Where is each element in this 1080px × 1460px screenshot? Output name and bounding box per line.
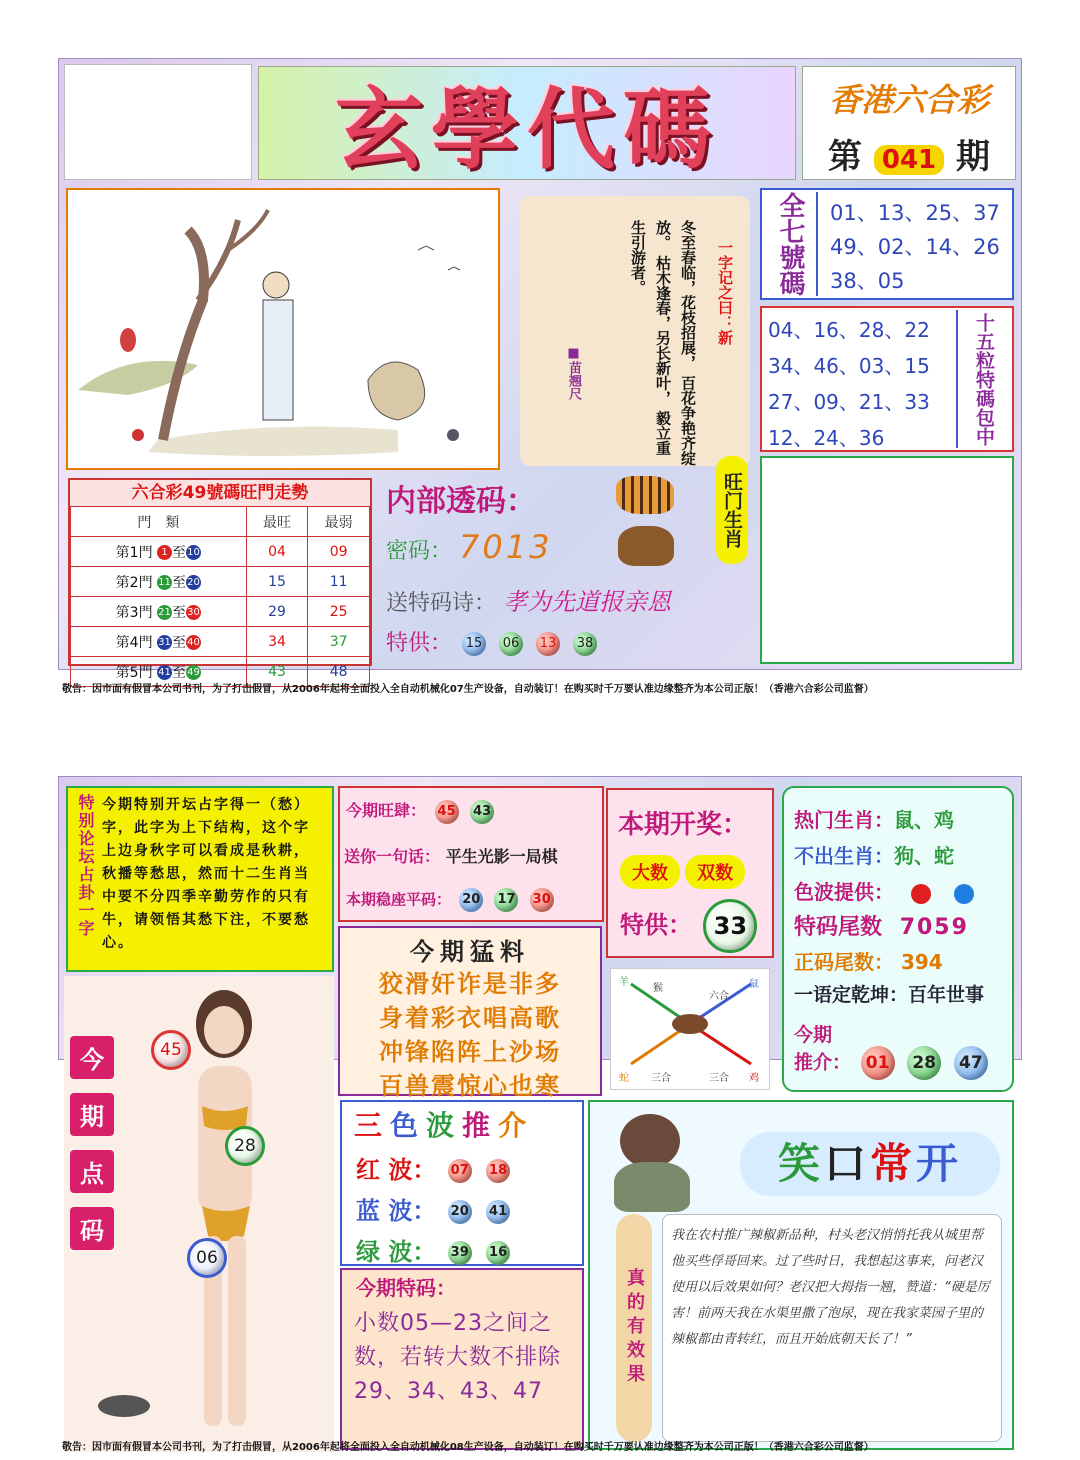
number-ball: 39 — [448, 1241, 472, 1265]
number-ball: 17 — [494, 888, 518, 912]
poem-heading: 一字记之曰：新 — [716, 240, 734, 345]
number-ball: 41 — [486, 1200, 510, 1224]
main-title: 玄學代碼 — [334, 77, 719, 181]
table-row — [71, 597, 370, 627]
number-ball: 47 — [954, 1046, 988, 1080]
tail-label: 特码尾数 — [794, 915, 883, 940]
table-header: 門 類 — [71, 507, 247, 537]
fifteen-label: 十五粒特碼包中 — [956, 310, 1010, 448]
left-label-char: 今 — [70, 1036, 114, 1079]
rec-row — [794, 1046, 991, 1080]
red-wave-label: 红 波： — [356, 1156, 437, 1184]
door-sep: 至 — [172, 574, 187, 591]
fierce-lines — [340, 967, 600, 1103]
number-ball: 20 — [459, 888, 483, 912]
poem-scroll — [520, 196, 750, 466]
door-sep: 至 — [172, 544, 187, 561]
door-cell — [71, 597, 247, 627]
number-ball: 28 — [225, 1126, 265, 1166]
tiger-icon — [616, 476, 674, 514]
diagram-label: 六合 — [709, 991, 729, 1002]
poem-sign: ■苗翘尺 — [566, 346, 581, 400]
diagram-label: 猴 — [653, 983, 663, 994]
scholar-tree-image — [68, 190, 498, 468]
door-end-ball: 40 — [187, 637, 200, 648]
forum-box — [66, 786, 334, 972]
green-wave-label: 绿 波： — [356, 1238, 437, 1266]
joke-title-char: 笑 — [777, 1139, 824, 1188]
door-label: 第3門 — [115, 604, 153, 621]
rec-label-2: 推介： — [794, 1051, 852, 1074]
joke-box — [588, 1100, 1014, 1450]
diagram-label: 三合 — [709, 1073, 729, 1084]
fierce-line: 冲锋陷阵上沙场 — [379, 1038, 561, 1066]
waves-box — [340, 1100, 584, 1266]
waves-title-char: 波 — [426, 1109, 463, 1142]
draw-special-row — [620, 899, 772, 953]
color-row — [794, 876, 974, 905]
door-cell — [71, 537, 247, 567]
door-end-ball: 20 — [187, 577, 200, 588]
code-row — [386, 528, 552, 566]
joke-text: 我在农村推广辣椒新品种，村头老汉悄悄托我从城里帮他买些俘哥回来。过了些时日，我想起这事来，问老汉使用以后效果如何？老汉把大拇指一翘，赞道：“硬是厉害！前两天我在水渠里撒了泡尿，现在我家菜园子里的辣椒都由青转红，而且开始底朝天长了！” — [662, 1214, 1002, 1442]
phrase-row — [344, 844, 558, 867]
doors-table-box — [68, 478, 372, 681]
waves-title-char: 色 — [390, 1109, 427, 1142]
special-code-text: 小数05—23之间之数，若转大数不排除29、34、43、47 — [354, 1311, 562, 1404]
table-header: 最弱 — [308, 507, 370, 537]
draw-title: 本期开奖： — [618, 810, 749, 840]
door-end-ball: 49 — [187, 667, 200, 678]
door-label: 第1門 — [115, 544, 153, 561]
hot-cell: 43 — [246, 657, 308, 687]
special-poem-label: 送特码诗： — [386, 591, 497, 616]
phrase: 平生光影一局棋 — [445, 847, 558, 866]
issue-suffix: 期 — [955, 137, 990, 177]
blue-dot-icon — [954, 884, 974, 904]
fierce-box — [338, 926, 602, 1100]
forum-label: 特别论坛占卦一字 — [76, 794, 95, 938]
joke-title-char: 开 — [916, 1139, 963, 1188]
table-row — [71, 537, 370, 567]
brand-box — [802, 66, 1016, 180]
num-line: 34、46、03、15 — [768, 354, 930, 378]
diagram-label: 鸡 — [749, 1073, 759, 1084]
draw-special-label: 特供： — [620, 911, 692, 939]
number-ball: 18 — [486, 1159, 510, 1183]
verdict-row — [794, 980, 984, 1007]
door-label: 第4門 — [115, 634, 153, 651]
blue-wave-row — [356, 1191, 582, 1226]
king-label: 今期旺肆： — [346, 801, 427, 820]
door-label: 第5門 — [115, 664, 153, 681]
top-logo-blank — [64, 64, 252, 180]
model-photo — [64, 976, 334, 1452]
phrase-label: 送你一句话： — [344, 847, 441, 866]
all-seven-nums — [830, 196, 1000, 298]
verdict-value: 百年世事 — [908, 984, 985, 1006]
table-row — [71, 627, 370, 657]
joke-side-label: 真的有效果 — [616, 1214, 652, 1442]
all-seven-label: 全七號碼 — [764, 192, 818, 296]
number-ball: 33 — [703, 899, 757, 953]
diagram-label: 蛇 — [619, 1073, 629, 1084]
issue-number: 041 — [874, 145, 944, 175]
num-line: 04、16、28、22 — [768, 318, 930, 342]
door-start-ball: 21 — [158, 607, 171, 618]
waves-title-char: 推 — [462, 1109, 499, 1142]
inside-title: 内部透码： — [386, 484, 536, 519]
draw-box — [606, 788, 774, 958]
door-sep: 至 — [172, 604, 187, 621]
ox-icon — [618, 526, 674, 566]
number-ball: 07 — [448, 1159, 472, 1183]
blue-wave-label: 蓝 波： — [356, 1197, 437, 1225]
poem-line: 冬至春临，花枝招展， — [679, 220, 697, 370]
tail-row — [794, 910, 969, 941]
number-ball: 06 — [187, 1238, 227, 1278]
scholar-illustration — [66, 188, 500, 470]
fifteen-box — [760, 306, 1014, 452]
out-value: 狗、蛇 — [894, 844, 954, 868]
special-row — [386, 626, 600, 657]
inside-code-panel — [380, 474, 752, 666]
green-wave-row — [356, 1232, 582, 1267]
hot-value: 鼠、鸡 — [894, 808, 954, 832]
pos-value: 394 — [900, 950, 943, 974]
num-line: 27、09、21、33 — [768, 390, 930, 414]
zodiac-label: 旺门生肖 — [716, 456, 748, 564]
left-label-char: 点 — [70, 1150, 114, 1193]
issue — [803, 129, 1015, 178]
forum-text: 今期特别开坛占字得一（愁）字，此字为上下结构，这个字上边身秋字可以看成是秋耕，秋播等愁思，然而十二生肖当中要不分四季辛勤劳作的只有牛，请领悟其愁下注，不要愁心。 — [102, 797, 310, 951]
verdict-label: 一语定乾坤： — [794, 984, 909, 1006]
door-label: 第2門 — [115, 574, 153, 591]
special-label: 特供： — [386, 631, 453, 656]
num-line: 01、13、25、37 — [830, 201, 1000, 225]
joke-title — [740, 1132, 1000, 1196]
num-line: 49、02、14、26 — [830, 235, 1000, 259]
king-box — [338, 786, 604, 922]
cold-cell: 25 — [308, 597, 370, 627]
table-row — [71, 567, 370, 597]
bottom-notice: 敬告：因市面有假冒本公司书刊，为了打击假冒，从2006年起将全面投入全自动机械化08生产设备，自动装订！在购买时千万要认准边缘整齐为本公司正版！（香港六合彩公司监督） — [62, 1442, 874, 1453]
left-label-char: 期 — [70, 1093, 114, 1136]
special-poem: 孝为先道报亲恩 — [503, 588, 672, 616]
hot-cell: 15 — [246, 567, 308, 597]
doors-table — [70, 506, 370, 687]
hot-cell: 29 — [246, 597, 308, 627]
door-start-ball: 11 — [158, 577, 171, 588]
door-cell — [71, 567, 247, 597]
top-notice: 敬告：因市面有假冒本公司书刊，为了打击假冒，从2006年起将全面投入全自动机械化07生产设备，自动装订！在购买时千万要认准边缘整齐为本公司正版！（香港六合彩公司监督） — [62, 684, 874, 695]
poem-line: 毅立重生引游者。 — [629, 220, 672, 456]
issue-prefix: 第 — [828, 137, 863, 177]
fifteen-nums — [768, 312, 930, 456]
num-line: 12、24、36 — [768, 426, 885, 450]
table-header: 最旺 — [246, 507, 308, 537]
code-value: 7013 — [459, 528, 553, 566]
number-ball: 28 — [907, 1046, 941, 1080]
hot-label: 热门生肖： — [794, 808, 894, 832]
red-wave-row — [356, 1150, 582, 1185]
pos-row — [794, 946, 943, 975]
fierce-line: 身着彩衣唱高歌 — [379, 1004, 561, 1032]
fierce-line: 百兽震惊心也寒 — [379, 1072, 561, 1100]
waves-title — [354, 1104, 582, 1144]
hot-cell: 04 — [246, 537, 308, 567]
out-row — [794, 840, 954, 869]
number-ball: 43 — [470, 800, 494, 824]
flat-label: 本期稳座平码： — [346, 890, 452, 909]
red-dot-icon — [911, 884, 931, 904]
door-end-ball: 10 — [187, 547, 200, 558]
number-ball: 16 — [486, 1241, 510, 1265]
draw-tag: 双数 — [685, 855, 745, 889]
left-label-char: 码 — [70, 1207, 114, 1250]
title-banner — [258, 66, 796, 180]
number-ball: 15 — [462, 632, 486, 656]
door-end-ball: 30 — [187, 607, 200, 618]
door-sep: 至 — [172, 634, 187, 651]
poem-line: 枯木逢春，另长新叶， — [654, 255, 672, 406]
poem-line: 百花争艳齐绽放。 — [654, 220, 697, 466]
cold-cell: 09 — [308, 537, 370, 567]
blank-green-box — [760, 456, 1014, 664]
special-code-box — [340, 1268, 584, 1450]
tail-value: 7059 — [899, 915, 969, 940]
fierce-title: 今期猛料 — [410, 938, 530, 966]
king-row — [346, 798, 497, 824]
door-sep: 至 — [172, 664, 187, 681]
number-ball: 45 — [435, 800, 459, 824]
draw-tags — [620, 855, 772, 889]
money-bag-icon — [614, 1162, 690, 1212]
zodiac-arrows-image — [611, 969, 769, 1089]
number-ball: 38 — [573, 632, 597, 656]
cold-cell: 48 — [308, 657, 370, 687]
diagram-label: 三合 — [651, 1073, 671, 1084]
monkey-icon — [620, 1114, 680, 1168]
poem-lines — [625, 220, 700, 466]
rec-label-1: 今期 — [794, 1024, 833, 1046]
number-ball: 30 — [530, 888, 554, 912]
brand-name: 香港六合彩 — [828, 81, 989, 119]
photo-area — [64, 976, 334, 1452]
door-cell — [71, 627, 247, 657]
waves-title-char: 介 — [498, 1109, 535, 1142]
fierce-line: 狡滑奸诈是非多 — [379, 970, 561, 998]
door-start-ball: 1 — [157, 545, 172, 560]
out-label: 不出生肖： — [794, 844, 894, 868]
all-seven-box — [760, 188, 1014, 300]
special-code-title: 今期特码： — [356, 1276, 456, 1300]
joke-title-char: 口 — [823, 1139, 870, 1188]
right-info-box — [782, 786, 1014, 1092]
waves-title-char: 三 — [354, 1109, 391, 1142]
hot-row — [794, 804, 954, 833]
joke-title-char: 常 — [870, 1139, 917, 1188]
number-ball: 13 — [536, 632, 560, 656]
flat-row — [346, 888, 557, 912]
draw-tag: 大数 — [620, 855, 680, 889]
doors-table-title: 六合彩49號碼旺門走勢 — [70, 480, 370, 506]
zodiac-diagram — [610, 968, 770, 1090]
num-line: 38、05 — [830, 269, 905, 293]
poem-row — [386, 582, 671, 617]
color-label: 色波提供： — [794, 880, 894, 904]
number-ball: 45 — [151, 1030, 191, 1070]
pos-label: 正码尾数： — [794, 950, 894, 974]
number-ball: 06 — [499, 632, 523, 656]
hot-cell: 34 — [246, 627, 308, 657]
number-ball: 01 — [861, 1046, 895, 1080]
cold-cell: 37 — [308, 627, 370, 657]
number-ball: 20 — [448, 1200, 472, 1224]
code-label: 密码： — [386, 539, 453, 564]
cold-cell: 11 — [308, 567, 370, 597]
door-start-ball: 31 — [158, 637, 171, 648]
diagram-label: 羊 — [619, 977, 629, 988]
diagram-label: 鼠 — [749, 979, 759, 990]
door-start-ball: 41 — [158, 667, 171, 678]
